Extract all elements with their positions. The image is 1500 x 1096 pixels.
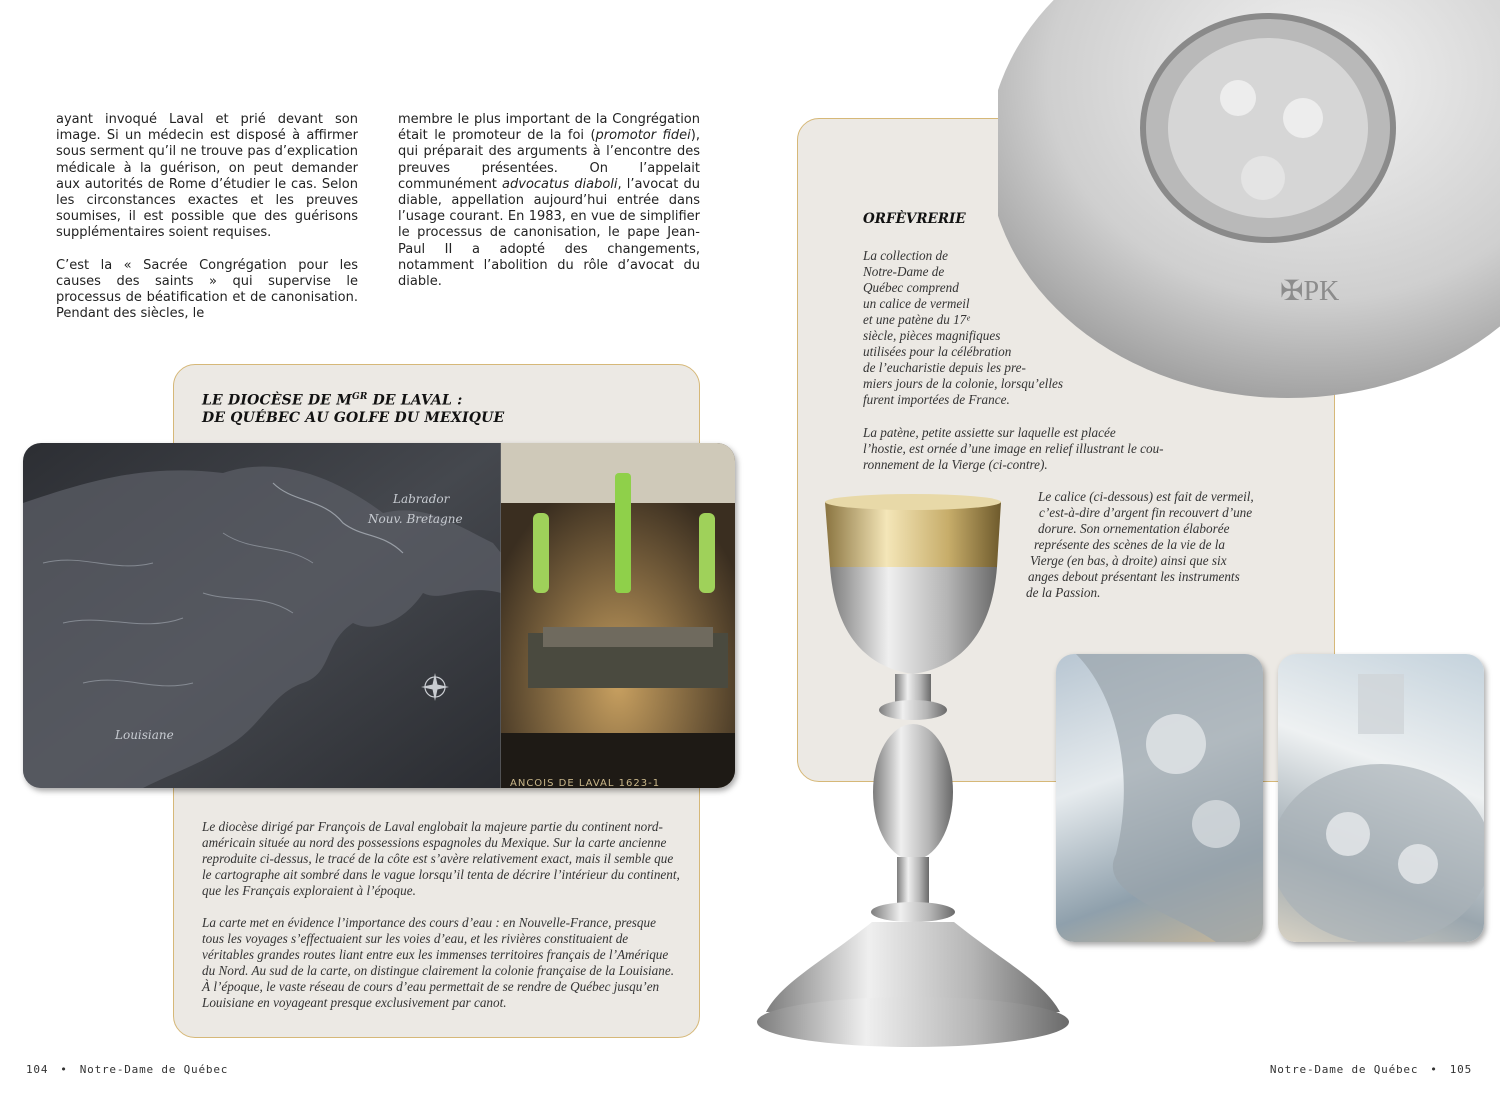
orfevrerie-para-1: La collection de Notre-Dame de Québec comprend un calice de vermeil et une patène du 17ᵉ siècle, pièces magnifiques utilisées pour la célébration de l’eucharistie depuis les pre- miers jours de la colonie, lorsqu’elles furent importées de France. bbox=[863, 248, 1063, 407]
map-and-tomb-image bbox=[23, 443, 735, 788]
text-column-1 bbox=[56, 112, 358, 338]
bullet-icon: • bbox=[60, 1063, 68, 1076]
sidebar-caption: Le diocèse dirigé par François de Laval englobait la majeure partie du continent nord-américain située au nord des possessions espagnoles du Mexique. Sur la carte ancienne reproduite ci-dessus, le tracé de la côte est s’avère relativement exact, mais il semble que le cartographe ait sombré dans le vague lorsqu’il tenta de décrire l’intérieur du continent, que les Français exploraient à l’époque. La carte met en évidence l’importance des cours d’eau : en Nouvelle-France, presque tous les voyages s’effectuaient sur les voies d’eau, et les rivières constituaient de véritables grandes routes liant entre eux les immenses territoires français de l’Amérique du Nord. Au sud de la carte, on distingue clairement la colonie française de la Louisiane. À l’époque, le vaste réseau de cours d’eau permettait de se rendre de Québec jusqu’en Louisiane en voyageant presque exclusivement par canot. bbox=[202, 819, 680, 1010]
footer-left bbox=[26, 1063, 228, 1076]
map-label: Nouv. Bretagne bbox=[368, 512, 463, 526]
paragraph: membre le plus important de la Congrégation était le promoteur de la foi (promotor fidei), qui préparait des arguments à l’encontre des preuves présentées. On l’appelait communément advocatus diaboli, l’avocat du diable, appellation aujourd’hui entrée dans l’usage courant. En 1983, en vue de simplifier le processus de canonisation, le pape Jean-Paul II a adopté des changements, notamment l’abolition du rôle d’avocat du diable. bbox=[398, 112, 700, 290]
running-title: Notre-Dame de Québec bbox=[1269, 1063, 1419, 1076]
chalice-detail-photo-1 bbox=[1056, 654, 1263, 942]
page-number: 105 bbox=[1449, 1063, 1472, 1076]
bullet-icon: • bbox=[1430, 1063, 1438, 1076]
orfevrerie-para-2: La patène, petite assiette sur laquelle est placée l’hostie, est ornée d’une image en relief illustrant le cou- ronnement de la Vierge (ci-contre). bbox=[863, 425, 1164, 472]
orfevrerie-para-3: Le calice (ci-dessous) est fait de vermeil, c’est-à-dire d’argent fin recouvert d’une dorure. Son ornementation élaborée représente des scènes de la vie de la Vierge (en bas, à droite) ainsi que six anges debout présentant les instruments de la Passion. bbox=[1026, 489, 1254, 600]
historic-map bbox=[23, 443, 735, 788]
chalice-detail-photo-2 bbox=[1278, 654, 1484, 942]
paragraph: ayant invoqué Laval et prié devant son image. Si un médecin est disposé à affirmer sous serment qu’il ne trouve pas d’explication médicale à la guérison, on peut demander aux autorités de Rome d’étudier le cas. Selon les circonstances exactes et les preuves soumises, il est possible que des guérisons supplémentaires soient requises. bbox=[56, 112, 358, 241]
orfevrerie-title: ORFÈVRERIE bbox=[863, 211, 966, 227]
chalice-image bbox=[752, 492, 1087, 1062]
map-label: Louisiane bbox=[115, 728, 174, 742]
paten-engraving: ✠PK bbox=[1280, 276, 1340, 307]
tomb-inscription: ANCOIS DE LAVAL 1623-1 bbox=[510, 778, 661, 788]
footer-right bbox=[1270, 1063, 1472, 1076]
map-label: Labrador bbox=[393, 492, 450, 506]
running-title: Notre-Dame de Québec bbox=[79, 1063, 229, 1076]
paragraph: C’est la « Sacrée Congrégation pour les causes des saints » qui supervise le processus de béatification et de canonisation. Pendant des siècles, le bbox=[56, 257, 358, 322]
text-column-2 bbox=[398, 112, 700, 306]
tomb-photo bbox=[501, 443, 735, 788]
paten-image bbox=[998, 0, 1500, 418]
page-number: 104 bbox=[26, 1063, 49, 1076]
sidebar-title: LE DIOCÈSE DE $M^{GR}$ DE LAVAL : DE QUÉBEC AU GOLFE DU MEXIQUE bbox=[202, 392, 505, 426]
